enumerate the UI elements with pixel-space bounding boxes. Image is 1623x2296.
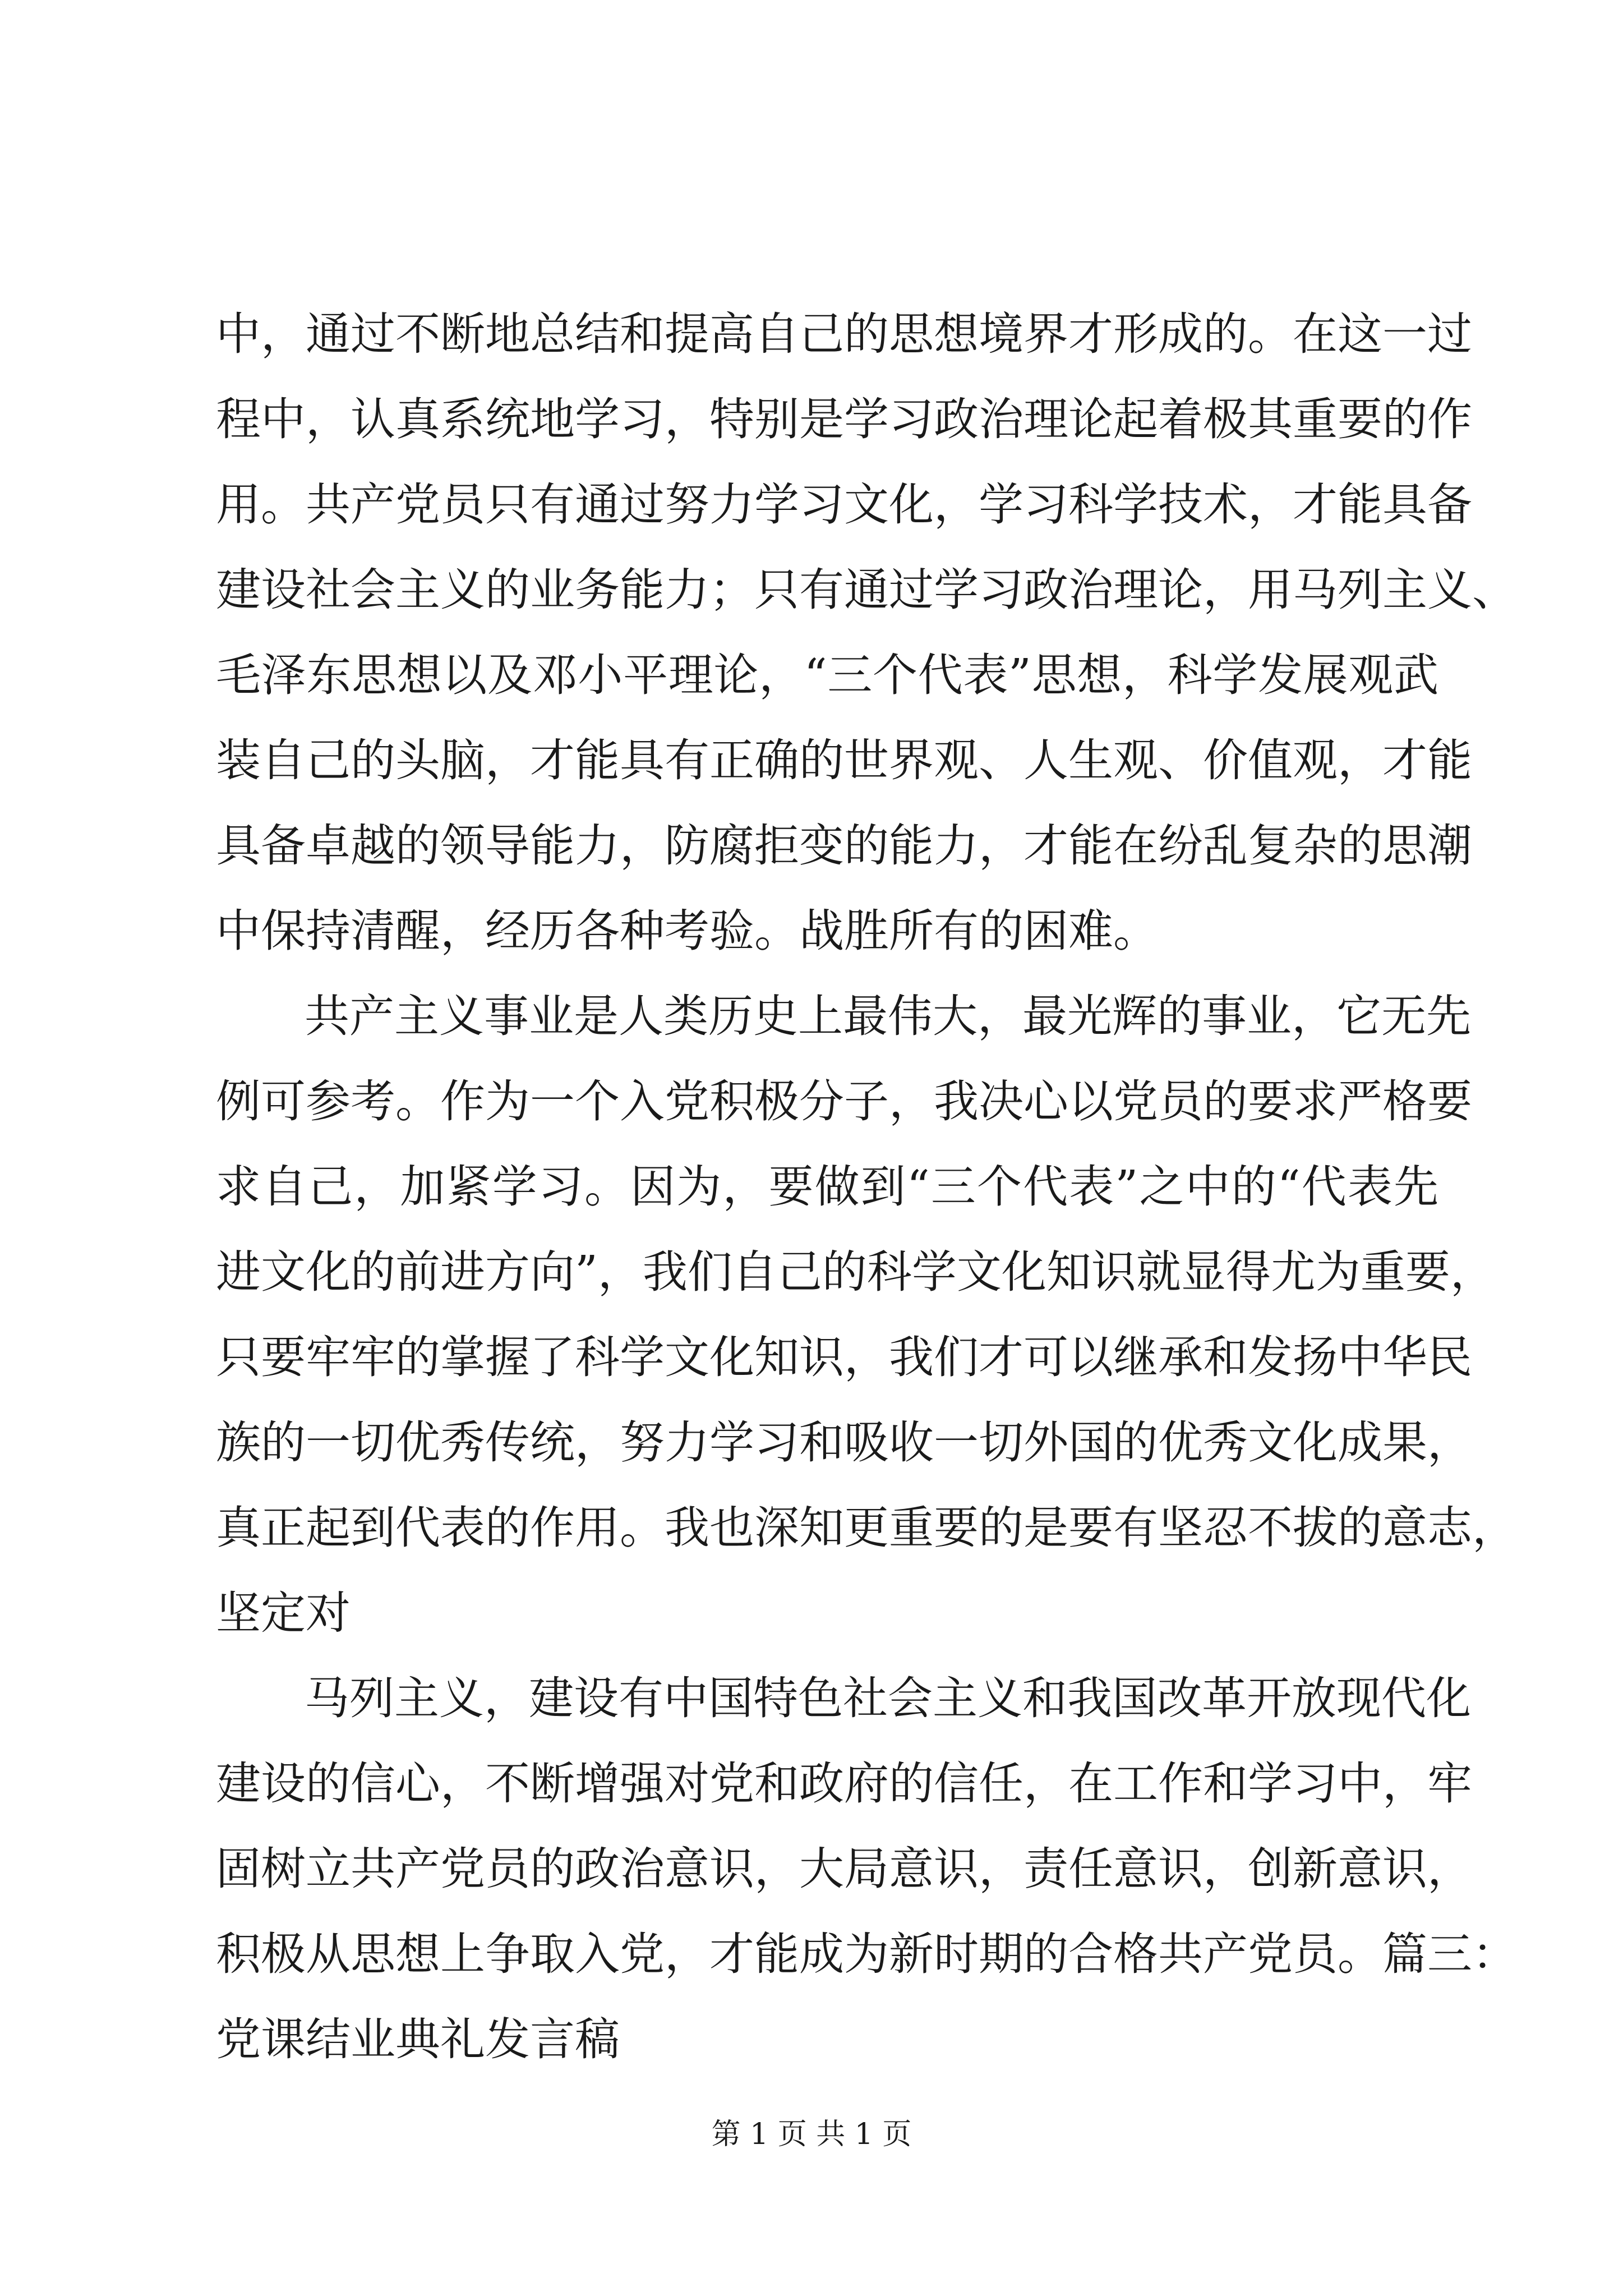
text-line: 族的一切优秀传统，努力学习和吸收一切外国的优秀文化成果， (216, 1416, 1472, 1469)
text-line: 中保持清醒，经历各种考验。战胜所有的困难。 (216, 905, 1158, 957)
text-line: 建设的信心，不断增强对党和政府的信任，在工作和学习中，牢 (216, 1757, 1472, 1810)
text-line: 程中，认真系统地学习，特别是学习政治理论起着极其重要的作 (216, 393, 1472, 445)
text-line: 积极从思想上争取入党，才能成为新时期的合格共产党员。篇三： (216, 1928, 1517, 1980)
text-line: 用。共产党员只有通过努力学习文化，学习科学技术，才能具备 (216, 478, 1472, 531)
page-footer: 第 1 页 共 1 页 (711, 2118, 912, 2151)
text-line: 求自己，加紧学习。因为，要做到“三个代表”之中的“代表先 (216, 1161, 1438, 1213)
text-line: 党课结业典礼发言稿 (216, 2013, 620, 2065)
text-line: 共产主义事业是人类历史上最伟大，最光辉的事业，它无先 (305, 990, 1471, 1042)
text-line: 只要牢牢的掌握了科学文化知识，我们才可以继承和发扬中华民 (216, 1331, 1472, 1383)
text-line: 坚定对 (216, 1587, 351, 1639)
text-line: 装自己的头脑，才能具有正确的世界观、人生观、价值观，才能 (216, 734, 1472, 786)
text-line: 固树立共产党员的政治意识，大局意识，责任意识，创新意识， (216, 1843, 1472, 1895)
text-line: 例可参考。作为一个入党积极分子，我决心以党员的要求严格要 (216, 1075, 1472, 1128)
text-line: 中，通过不断地总结和提高自己的思想境界才形成的。在这一过 (216, 308, 1472, 360)
text-line: 毛泽东思想以及邓小平理论，“三个代表”思想，科学发展观武 (216, 649, 1438, 701)
text-line: 具备卓越的领导能力，防腐拒变的能力，才能在纷乱复杂的思潮 (216, 820, 1472, 872)
text-line: 进文化的前进方向”，我们自己的科学文化知识就显得尤为重要， (216, 1246, 1495, 1298)
text-line: 真正起到代表的作用。我也深知更重要的是要有坚忍不拔的意志， (216, 1502, 1517, 1554)
text-line: 建设社会主义的业务能力；只有通过学习政治理论，用马列主义、 (216, 564, 1517, 616)
text-line: 马列主义，建设有中国特色社会主义和我国改革开放现代化 (305, 1672, 1471, 1724)
document-body (216, 292, 1517, 2082)
